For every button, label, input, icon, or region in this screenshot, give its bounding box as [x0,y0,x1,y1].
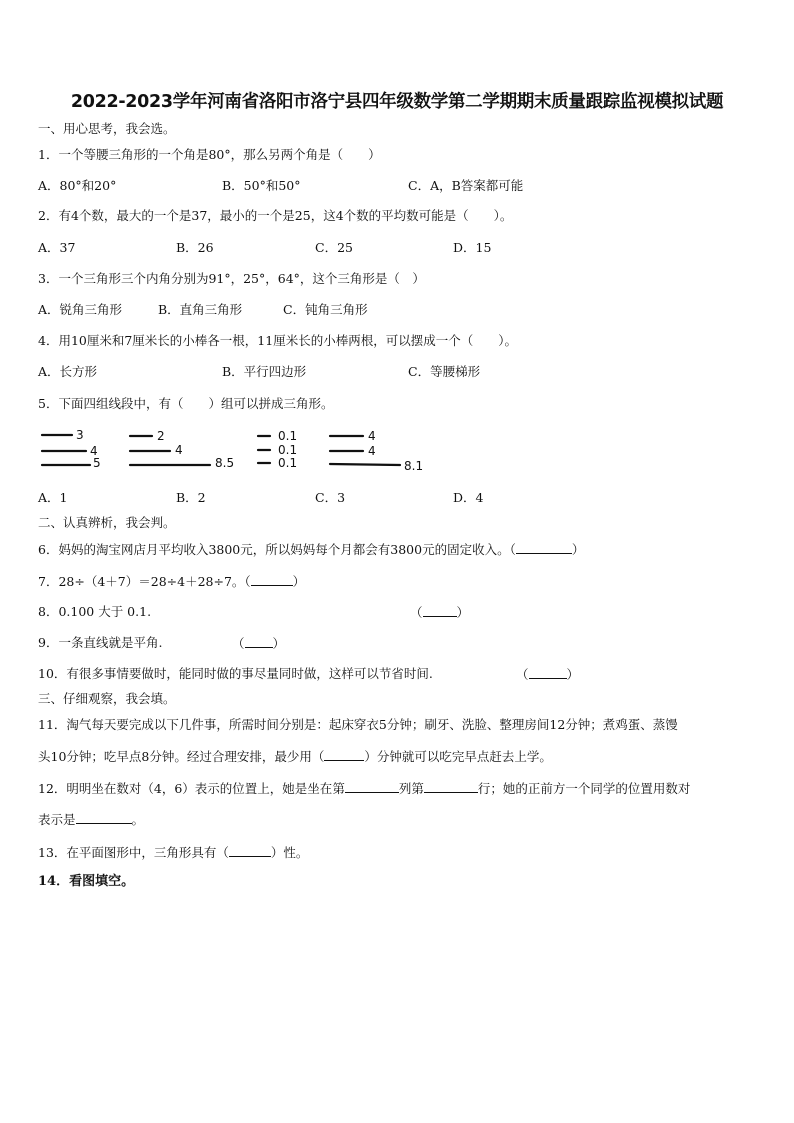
question-11-text-b: ）分钟就可以吃完早点赶去上学。 [364,749,552,764]
question-9-text: 9．一条直线就是平角. [38,635,163,650]
section-2-heading: 二、认真辨析，我会判。 [38,515,176,530]
question-2-stem: 2．有4个数，最大的一个是37，最小的一个是25，这4个数的平均数可能是（ ）。 [38,208,513,223]
segment-label: 8.5 [215,456,235,470]
question-9-answer [232,635,285,652]
paren-open: （ [516,667,529,682]
q1-option-c[interactable]: C．A，B答案都可能 [408,178,524,193]
question-12-line-1 [38,780,690,797]
q1-option-b[interactable]: B．50°和50° [222,178,301,193]
segment-figures [0,420,794,480]
paren-close: ） [566,667,580,682]
segment-label: 4 [368,444,376,458]
answer-blank[interactable] [245,635,273,648]
answer-blank[interactable] [229,844,271,857]
question-8-answer [410,604,469,621]
q2-option-a[interactable]: A．37 [38,240,76,255]
question-7-text: 7．28÷（4＋7）＝28÷4＋28÷7。（ [38,574,251,589]
answer-blank[interactable] [424,780,478,793]
q1-option-a[interactable]: A．80°和20° [38,178,117,193]
segment-group-2 [130,436,210,465]
question-5-stem: 5．下面四组线段中，有（ ）组可以拼成三角形。 [38,396,334,411]
q3-option-c[interactable]: C．钝角三角形 [283,302,368,317]
question-6 [38,541,584,558]
q5-option-c[interactable]: C．3 [315,490,346,505]
answer-blank[interactable] [345,780,399,793]
q2-option-d[interactable]: D．15 [453,240,492,255]
segment-label: 3 [76,428,84,442]
q5-option-b[interactable]: B．2 [176,490,206,505]
question-13-close: ）性。 [270,845,309,860]
paren-close: ） [292,574,306,589]
answer-blank[interactable] [76,811,132,824]
question-11-text-a: 头10分钟；吃早点8分钟。经过合理安排，最少用（ [38,749,325,764]
segment-label: 4 [175,443,183,457]
question-13 [38,844,308,861]
paren-close: ） [456,605,470,620]
question-12-text-b: 。 [131,812,145,827]
paren-open: （ [410,605,423,620]
question-3-stem: 3．一个三角形三个内角分别为91°，25°，64°，这个三角形是（ ） [38,271,425,286]
answer-blank[interactable] [516,541,572,554]
q3-option-b[interactable]: B．直角三角形 [158,302,243,317]
question-12-part-2: 列第 [398,781,424,796]
segment-label: 0.1 [278,429,298,443]
question-13-text: 13．在平面图形中，三角形具有（ [38,845,229,860]
question-10-text: 10．有很多事情要做时，能同时做的事尽量同时做，这样可以节省时间. [38,666,433,681]
q5-option-a[interactable]: A．1 [38,490,68,505]
question-8-text: 8．0.100 大于 0.1. [38,604,152,619]
segment-group-4 [330,436,400,465]
question-14: 14．看图填空。 [38,874,135,889]
q3-option-a[interactable]: A．锐角三角形 [38,302,123,317]
answer-blank[interactable] [251,573,293,586]
section-1-heading: 一、用心思考，我会选。 [38,121,176,136]
segment-label: 4 [368,429,376,443]
section-3-heading: 三、仔细观察，我会填。 [38,691,176,706]
question-11-line-1: 11．淘气每天要完成以下几件事，所需时间分别是：起床穿衣5分钟；刷牙、洗脸、整理房间12分钟；煮鸡蛋、蒸馒 [38,717,678,732]
question-12-line-2 [38,811,144,828]
paren-close: ） [272,636,286,651]
answer-blank[interactable] [529,666,567,679]
paren-close: ） [571,542,585,557]
q2-option-c[interactable]: C．25 [315,240,353,255]
segment-label: 5 [93,456,101,470]
question-12-part-1: 12．明明坐在数对（4，6）表示的位置上，她是坐在第 [38,781,345,796]
q4-option-c[interactable]: C．等腰梯形 [408,364,481,379]
q4-option-a[interactable]: A．长方形 [38,364,98,379]
question-11-line-2 [38,748,552,765]
segment-label: 4 [90,444,98,458]
question-12-part-3: 行；她的正前方一个同学的位置用数对 [477,781,691,796]
question-1-stem: 1．一个等腰三角形的一个角是80°，那么另两个角是（ ） [38,147,381,162]
segment-group-3 [258,436,270,463]
segment-label: 8.1 [404,459,424,473]
segment-label: 0.1 [278,443,298,457]
paren-open: （ [232,636,245,651]
question-7 [38,573,305,590]
question-12-text-a: 表示是 [38,812,76,827]
question-10-answer [516,666,579,683]
q5-option-d[interactable]: D．4 [453,490,484,505]
answer-blank[interactable] [423,604,457,617]
question-6-text: 6．妈妈的淘宝网店月平均收入3800元，所以妈妈每个月都会有3800元的固定收入。（ [38,542,516,557]
q2-option-b[interactable]: B．26 [176,240,214,255]
segment-label: 2 [157,429,165,443]
q4-option-b[interactable]: B．平行四边形 [222,364,307,379]
answer-blank[interactable] [324,748,364,761]
page-title: 2022-2023学年河南省洛阳市洛宁县四年级数学第二学期期末质量跟踪监视模拟试题 [70,92,724,112]
question-4-stem: 4．用10厘米和7厘米长的小棒各一根，11厘米长的小棒两根，可以摆成一个（ ）。 [38,333,517,348]
segment-label: 0.1 [278,456,298,470]
